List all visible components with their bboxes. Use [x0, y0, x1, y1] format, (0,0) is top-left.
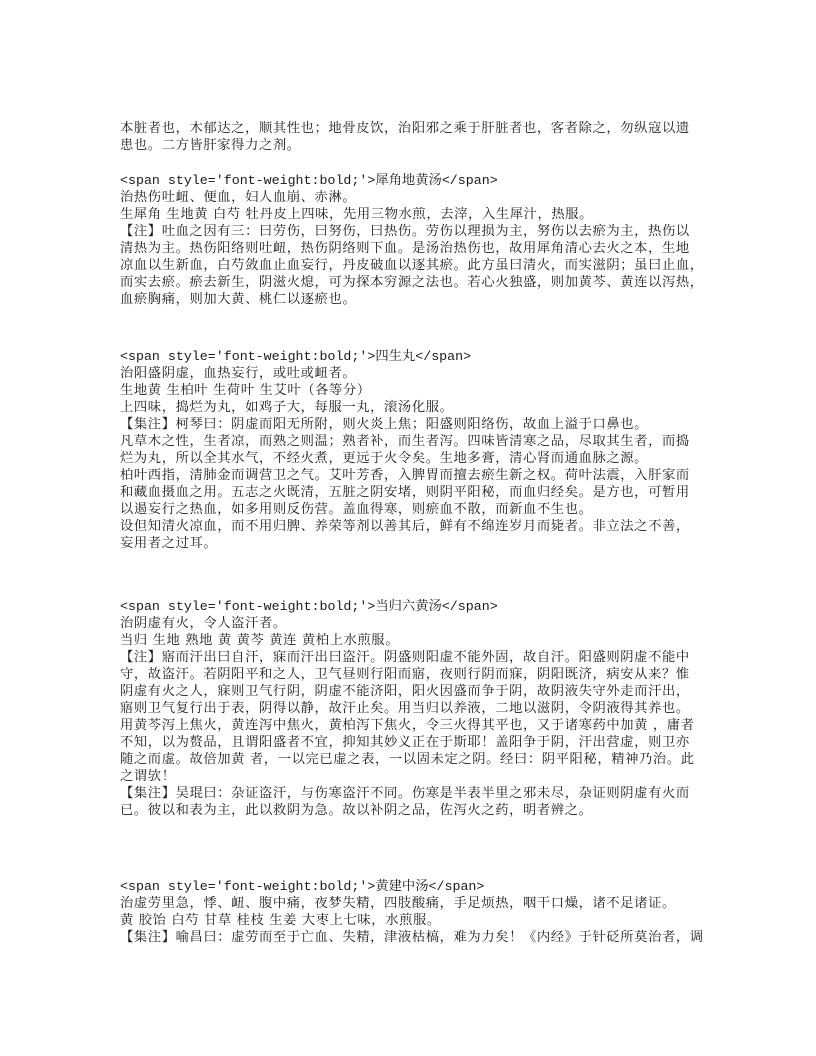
text-line: 和藏血摄血之用。五志之火既清，五脏之阴安堵，则阴平阳秘，而血归经矣。是方也，可暂用: [120, 485, 690, 500]
text-line: 烂为丸，所以全其水气，不经火煮，更远于火令矣。生地多膏，清心肾而通血脉之源。: [120, 451, 649, 466]
text-line: 柏叶西指，清肺金而调营卫之气。艾叶芳香，入脾胃而擅去瘀生新之权。荷叶法震，入肝家而: [120, 468, 690, 483]
section-intro-continuation: [120, 120, 710, 154]
text-line: 设但知清火凉血，而不用归脾、养荣等剂以善其后，鲜有不绵连岁月而毙者。非立法之不善，: [120, 519, 690, 534]
text-line: 黄 胶饴 白芍 甘草 桂枝 生姜 大枣上七味，水煎服。: [120, 913, 441, 928]
section-xijiao-dihuang-tang: [120, 172, 710, 308]
text-line: 之谓欤！: [120, 769, 176, 784]
text-line: 以遏妄行之热血，如多用则反伤营。盖血得寒，则瘀血不散，而新血不生也。: [120, 502, 593, 517]
text-line: 生犀角 生地黄 白芍 牡丹皮上四味，先用三物水煎，去滓，入生犀汁，热服。: [120, 207, 594, 222]
text-line: 血瘀胸痛，则加大黄、桃仁以逐瘀也。: [120, 292, 357, 307]
text-line: 当归 生地 熟地 黄 黄芩 黄连 黄柏上水煎服。: [120, 633, 400, 648]
text-line: 【集注】喻昌曰：虚劳而至于亡血、失精，津液枯槁，难为力矣！《内经》于针砭所莫治者，调: [120, 930, 704, 945]
text-line: 治热伤吐衄、便血，妇人血崩、赤淋。: [120, 190, 357, 205]
text-line: 【注】寤而汗出曰自汗，寐而汗出曰盗汗。阴盛则阳虚不能外固，故自汗。阳盛则阴虚不能中: [120, 650, 690, 665]
text-line: 患也。二方皆肝家得力之剂。: [120, 138, 301, 153]
text-line: 治虚劳里急，悸、衄、腹中痛，夜梦失精，四肢酸痛，手足烦热，咽干口燥，诸不足诸证。: [120, 896, 676, 911]
text-line: 上四味，捣烂为丸，如鸡子大，每服一丸，滚汤化服。: [120, 400, 454, 415]
text-line: 凡草木之性，生者凉，而熟之则温；熟者补，而生者泻。四味皆清寒之品，尽取其生者，而捣: [120, 434, 690, 449]
section-danggui-liuhuang-tang: [120, 598, 710, 819]
text-line: 【注】吐血之因有三：曰劳伤，曰努伤，曰热伤。劳伤以理损为主，努伤以去瘀为主，热伤以: [120, 224, 690, 239]
text-line: 生地黄 生柏叶 生荷叶 生艾叶（各等分）: [120, 383, 371, 398]
text-line: 用黄芩泻上焦火，黄连泻中焦火，黄柏泻下焦火，令三火得其平也，又于诸寒药中加黄 ，庸者: [120, 718, 695, 733]
section-heading: <span style='font-weight:bold;'>黄建中汤</span>: [120, 879, 485, 894]
text-line: 本脏者也，木郁达之，顺其性也；地骨皮饮，治阳邪之乘于肝脏者也，客者除之，勿纵寇以遗: [120, 121, 690, 136]
text-line: 而实去瘀。瘀去新生，阴滋火熄，可为探本穷源之法也。若心火独盛，则加黄芩、黄连以泻热，: [120, 275, 704, 290]
section-sisheng-wan: [120, 348, 710, 552]
text-line: 凉血以生新血，白芍敛血止血妄行，丹皮破血以逐其瘀。此方虽曰清火，而实滋阴；虽曰止血，: [120, 258, 704, 273]
text-line: 寤则卫气复行出于表，阴得以静，故汗止矣。用当归以养液，二地以滋阴，令阴液得其养也。: [120, 701, 690, 716]
text-line: 【集注】柯琴曰：阴虚而阳无所附，则火炎上焦；阳盛则阳络伤，故血上溢于口鼻也。: [120, 417, 649, 432]
text-line: 治阴虚有火，令人盗汗者。: [120, 616, 287, 631]
text-line: 守，故盗汗。若阴阳平和之人，卫气昼则行阳而寤，夜则行阴而寐，阴阳既济，病安从来？惟: [120, 667, 690, 682]
text-line: 妄用者之过耳。: [120, 536, 218, 551]
text-line: 【集注】吴琨曰：杂证盗汗，与伤寒盗汗不同。伤寒是半表半里之邪未尽，杂证则阴虚有火而: [120, 786, 690, 801]
text-line: 随之而虚。故倍加黄 者，一以完已虚之表，一以固未定之阴。经曰：阴平阳秘，精神乃治。此: [120, 752, 695, 767]
section-huang-jianzhong-tang: [120, 878, 710, 946]
text-line: 治阳盛阴虚，血热妄行，或吐或衄者。: [120, 366, 357, 381]
text-line: 不知，以为赘品，且谓阳盛者不宜，抑知其妙义正在于斯耶！盖阳争于阴，汗出营虚，则卫亦: [120, 735, 690, 750]
section-heading: <span style='font-weight:bold;'>四生丸</span>: [120, 349, 472, 364]
text-line: 阴虚有火之人，寐则卫气行阴，阴虚不能济阳，阳火因盛而争于阴，故阴液失守外走而汗出，: [120, 684, 690, 699]
section-heading: <span style='font-weight:bold;'>犀角地黄汤</span>: [120, 173, 498, 188]
text-line: 已。彼以和表为主，此以救阴为急。故以补阴之品，佐泻火之药，明者辨之。: [120, 803, 593, 818]
text-line: 清热为主。热伤阳络则吐衄，热伤阴络则下血。是汤治热伤也，故用犀角清心去火之本，生地: [120, 241, 690, 256]
section-heading: <span style='font-weight:bold;'>当归六黄汤</span>: [120, 599, 498, 614]
